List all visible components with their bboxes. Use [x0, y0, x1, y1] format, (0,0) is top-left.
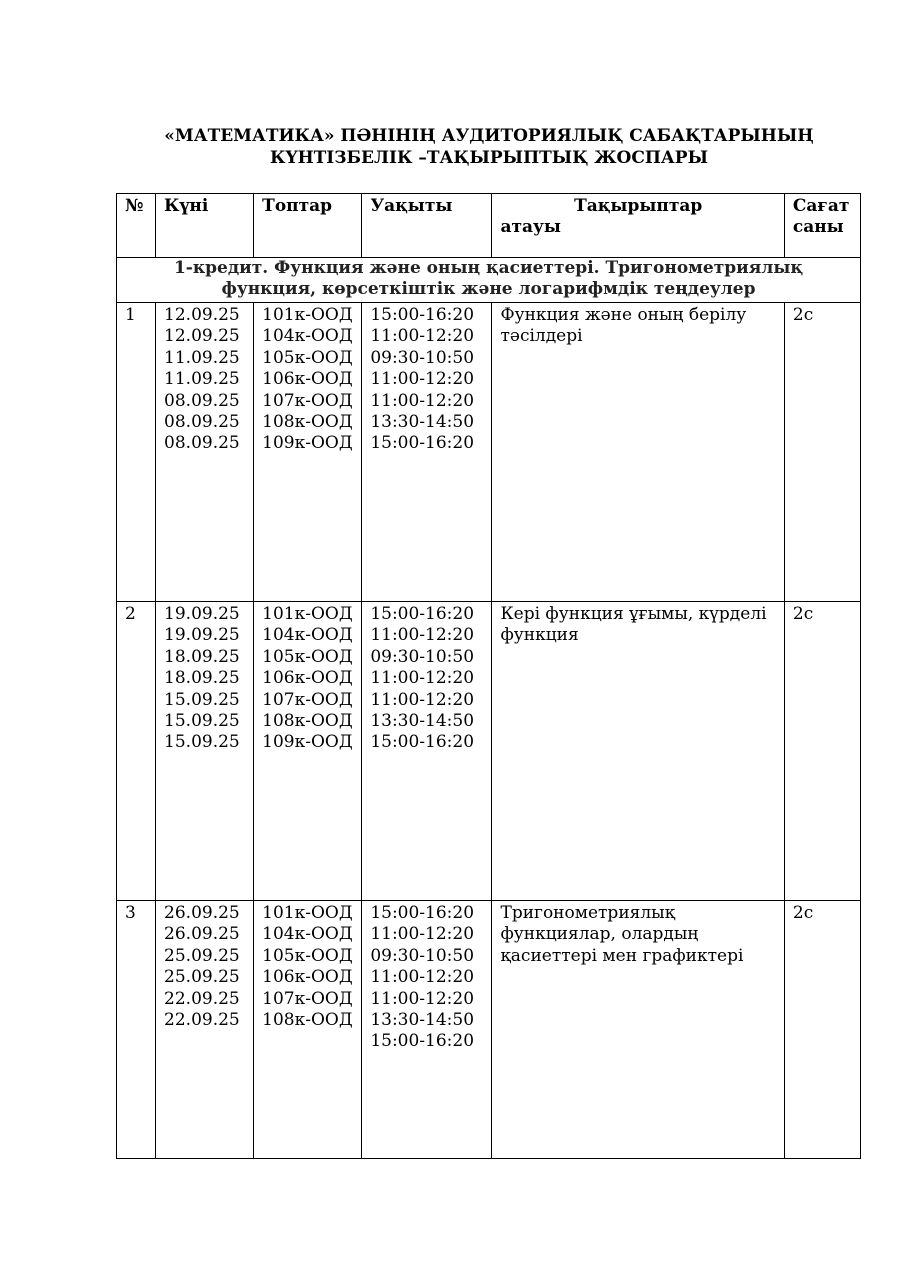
list-item: 105к-ООД: [262, 347, 353, 368]
table-row: [117, 901, 861, 1159]
section-title-line-1: 1-кредит. Функция және оның қасиеттері. Тригонометриялық: [173, 258, 804, 278]
list-item: 19.09.25: [164, 625, 240, 646]
list-item: 109к-ООД: [262, 732, 353, 753]
title-line-2: КҮНТІЗБЕЛІК –ТАҚЫРЫПТЫҚ ЖОСПАРЫ: [269, 148, 708, 168]
header-time: Уақыты: [362, 194, 492, 258]
table-row: [117, 602, 861, 901]
row-topic: Кері функция ұғымы, күрделі функция: [492, 602, 784, 901]
list-item: 104к-ООД: [262, 924, 353, 945]
list-item: 108к-ООД: [262, 1010, 353, 1031]
header-hours: Сағат саны: [784, 194, 860, 258]
header-topic-line-1: Тақырыптар: [574, 196, 703, 216]
list-item: 11:00-12:20: [370, 988, 475, 1009]
list-item: 25.09.25: [164, 945, 240, 966]
row-times: [362, 901, 492, 1159]
header-topic-line-2: атауы: [500, 217, 561, 238]
list-item: 08.09.25: [164, 433, 240, 454]
list-item: 104к-ООД: [262, 326, 353, 347]
list-item: 09:30-10:50: [370, 347, 475, 368]
list-item: 11:00-12:20: [370, 924, 475, 945]
list-item: 105к-ООД: [262, 646, 353, 667]
list-item: 12.09.25: [164, 305, 240, 325]
title-line-1: «МАТЕМАТИКА» ПӘНІНІҢ АУДИТОРИЯЛЫҚ САБАҚТАРЫНЫҢ: [164, 126, 814, 146]
row-groups: [254, 901, 362, 1159]
row-hours: 2с: [784, 303, 860, 602]
row-topic: Тригонометриялық функциялар, олардың қасиеттері мен графиктері: [492, 901, 784, 1159]
schedule-table: [116, 193, 861, 1159]
list-item: 15.09.25: [164, 732, 240, 753]
list-item: 108к-ООД: [262, 412, 353, 433]
list-item: 101к-ООД: [262, 604, 353, 624]
list-item: 22.09.25: [164, 988, 240, 1009]
row-dates: [156, 901, 254, 1159]
list-item: 11:00-12:20: [370, 369, 475, 390]
list-item: 107к-ООД: [262, 689, 353, 710]
row-hours: 2с: [784, 602, 860, 901]
row-no: 1: [117, 303, 156, 602]
list-item: 101к-ООД: [262, 903, 353, 923]
list-item: 15.09.25: [164, 689, 240, 710]
list-item: 15:00-16:20: [370, 604, 475, 624]
list-item: 13:30-14:50: [370, 711, 475, 732]
list-item: 09:30-10:50: [370, 945, 475, 966]
row-topic: Функция және оның берілу тәсілдері: [492, 303, 784, 602]
list-item: 11:00-12:20: [370, 390, 475, 411]
list-item: 109к-ООД: [262, 433, 353, 454]
list-item: 108к-ООД: [262, 711, 353, 732]
list-item: 11:00-12:20: [370, 326, 475, 347]
list-item: 09:30-10:50: [370, 646, 475, 667]
list-item: 11.09.25: [164, 347, 240, 368]
row-no: 3: [117, 901, 156, 1159]
list-item: 11:00-12:20: [370, 967, 475, 988]
list-item: 12.09.25: [164, 326, 240, 347]
list-item: 15:00-16:20: [370, 903, 475, 923]
list-item: 107к-ООД: [262, 390, 353, 411]
row-dates: [156, 602, 254, 901]
list-item: 107к-ООД: [262, 988, 353, 1009]
list-item: 11:00-12:20: [370, 668, 475, 689]
list-item: 11:00-12:20: [370, 689, 475, 710]
table-header-row: [117, 194, 861, 258]
list-item: 13:30-14:50: [370, 412, 475, 433]
section-title-line-2: функция, көрсеткіштік және логарифмдік теңдеулер: [221, 279, 756, 300]
header-date: Күні: [156, 194, 254, 258]
list-item: 22.09.25: [164, 1010, 240, 1031]
document-title: [118, 125, 860, 169]
row-dates: [156, 303, 254, 602]
list-item: 15:00-16:20: [370, 732, 475, 753]
row-groups: [254, 602, 362, 901]
list-item: 11:00-12:20: [370, 625, 475, 646]
list-item: 15:00-16:20: [370, 305, 475, 325]
list-item: 106к-ООД: [262, 369, 353, 390]
list-item: 18.09.25: [164, 646, 240, 667]
list-item: 15.09.25: [164, 711, 240, 732]
list-item: 26.09.25: [164, 903, 240, 923]
header-groups: Топтар: [254, 194, 362, 258]
row-groups: [254, 303, 362, 602]
section-title: [117, 258, 861, 303]
row-hours: 2с: [784, 901, 860, 1159]
list-item: 18.09.25: [164, 668, 240, 689]
list-item: 106к-ООД: [262, 967, 353, 988]
list-item: 13:30-14:50: [370, 1010, 475, 1031]
header-topic: [492, 194, 784, 258]
list-item: 25.09.25: [164, 967, 240, 988]
list-item: 08.09.25: [164, 390, 240, 411]
list-item: 101к-ООД: [262, 305, 353, 325]
list-item: 105к-ООД: [262, 945, 353, 966]
list-item: 15:00-16:20: [370, 1031, 475, 1052]
row-times: [362, 303, 492, 602]
section-row: [117, 258, 861, 303]
list-item: 26.09.25: [164, 924, 240, 945]
list-item: 104к-ООД: [262, 625, 353, 646]
header-no: №: [117, 194, 156, 258]
list-item: 19.09.25: [164, 604, 240, 624]
list-item: 106к-ООД: [262, 668, 353, 689]
list-item: 08.09.25: [164, 412, 240, 433]
row-times: [362, 602, 492, 901]
table-row: [117, 303, 861, 602]
list-item: 15:00-16:20: [370, 433, 475, 454]
row-no: 2: [117, 602, 156, 901]
list-item: 11.09.25: [164, 369, 240, 390]
